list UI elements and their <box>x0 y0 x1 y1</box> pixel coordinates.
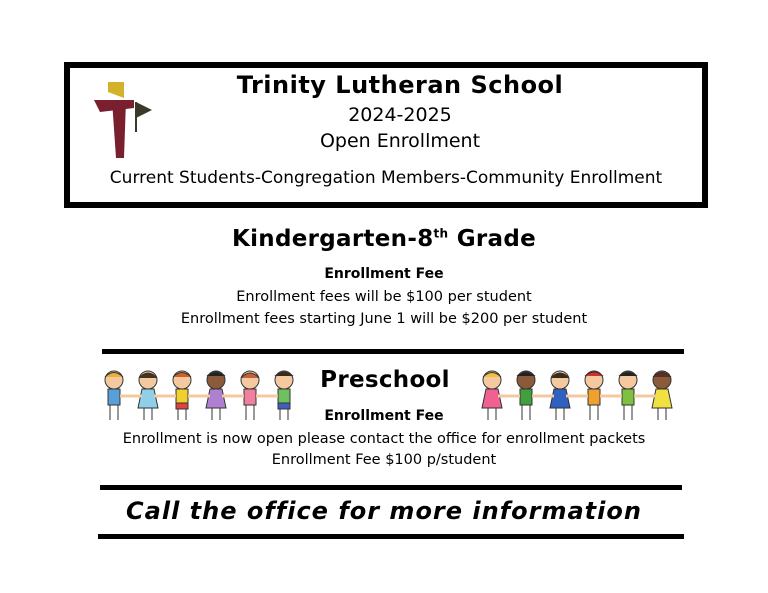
divider-top <box>102 349 684 354</box>
divider-bottom <box>98 534 684 539</box>
call-office-message: Call the office for more information <box>126 497 642 525</box>
school-name: Trinity Lutheran School <box>236 71 564 99</box>
preschool-fee-label: Enrollment Fee <box>324 408 444 424</box>
preschool-heading: Preschool <box>320 367 450 393</box>
k8-fee-line-1: Enrollment fees will be $100 per student <box>236 289 532 305</box>
divider-middle <box>100 485 682 490</box>
preschool-line-1: Enrollment is now open please contact the office for enrollment packets <box>122 431 646 447</box>
k8-heading: Kindergarten-8th Grade <box>231 226 537 252</box>
school-year: 2024-2025 <box>348 104 452 126</box>
preschool-line-2: Enrollment Fee $100 p/student <box>271 452 497 468</box>
open-enrollment-heading: Open Enrollment <box>319 130 481 152</box>
enrollment-groups: Current Students-Congregation Members-Community Enrollment <box>109 168 663 188</box>
k8-fee-label: Enrollment Fee <box>324 266 444 282</box>
k8-fee-line-2: Enrollment fees starting June 1 will be $200 per student <box>180 311 588 327</box>
